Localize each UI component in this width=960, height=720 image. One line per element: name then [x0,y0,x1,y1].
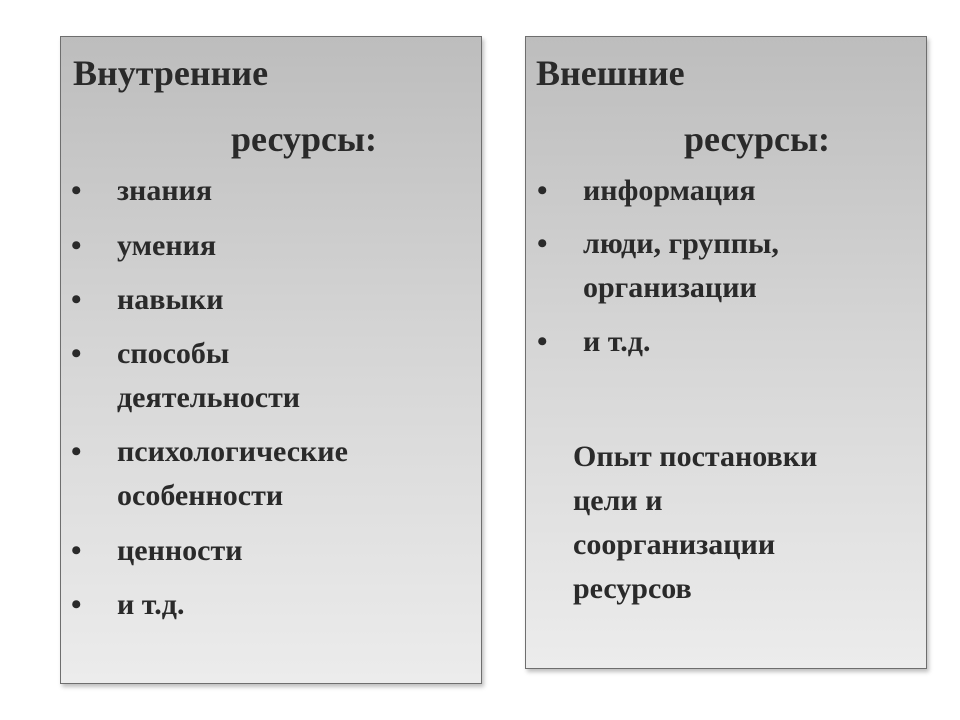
list-item-values [71,529,471,583]
list-item-etc [537,320,917,364]
note-line4: ресурсов [573,572,692,605]
list-item-skills [71,224,471,278]
list-item-psychological-traits [71,430,471,529]
list-item-text: информация [583,174,756,207]
list-item-text-line1: способы [117,337,230,370]
internal-resources-list [71,169,471,627]
list-item-knowledge [71,169,471,224]
bullet-icon: • [71,534,82,567]
list-item-text-line1: люди, группы, [583,227,779,260]
bullet-icon: • [71,435,82,468]
list-item-etc [71,583,471,627]
external-resources-title-line1: Внешние [536,53,685,93]
list-item-text-line1: психологические [117,435,348,468]
bullet-icon: • [71,588,82,621]
bullet-icon: • [537,174,548,207]
list-item-text: знания [117,174,213,207]
goal-setting-note [573,435,817,611]
bullet-icon: • [71,174,82,207]
list-item-text-line2: деятельности [117,381,301,414]
list-item-text: умения [117,229,217,262]
list-item-text-line2: особенности [117,479,284,512]
internal-resources-title-line1: Внутренние [73,53,269,93]
list-item-text: ценности [117,534,243,567]
external-resources-list [537,169,917,364]
note-line2: цели и [573,484,663,517]
external-resources-card [525,36,927,669]
list-item-people-groups [537,222,917,320]
internal-resources-card [60,36,482,684]
list-item-text: и т.д. [583,325,651,358]
list-item-text-line2: организации [583,271,757,304]
internal-resources-title-line2: ресурсы: [231,119,378,159]
bullet-icon: • [71,229,82,262]
external-resources-title-line2: ресурсы: [684,119,831,159]
note-line1: Опыт постановки [573,440,818,473]
list-item-text: навыки [117,283,224,316]
list-item-activity-methods [71,332,471,430]
note-line3: соорганизации [573,528,776,561]
bullet-icon: • [71,337,82,370]
bullet-icon: • [537,325,548,358]
list-item-information [537,169,917,222]
bullet-icon: • [71,283,82,316]
list-item-text: и т.д. [117,588,185,621]
list-item-habits [71,278,471,332]
bullet-icon: • [537,227,548,260]
